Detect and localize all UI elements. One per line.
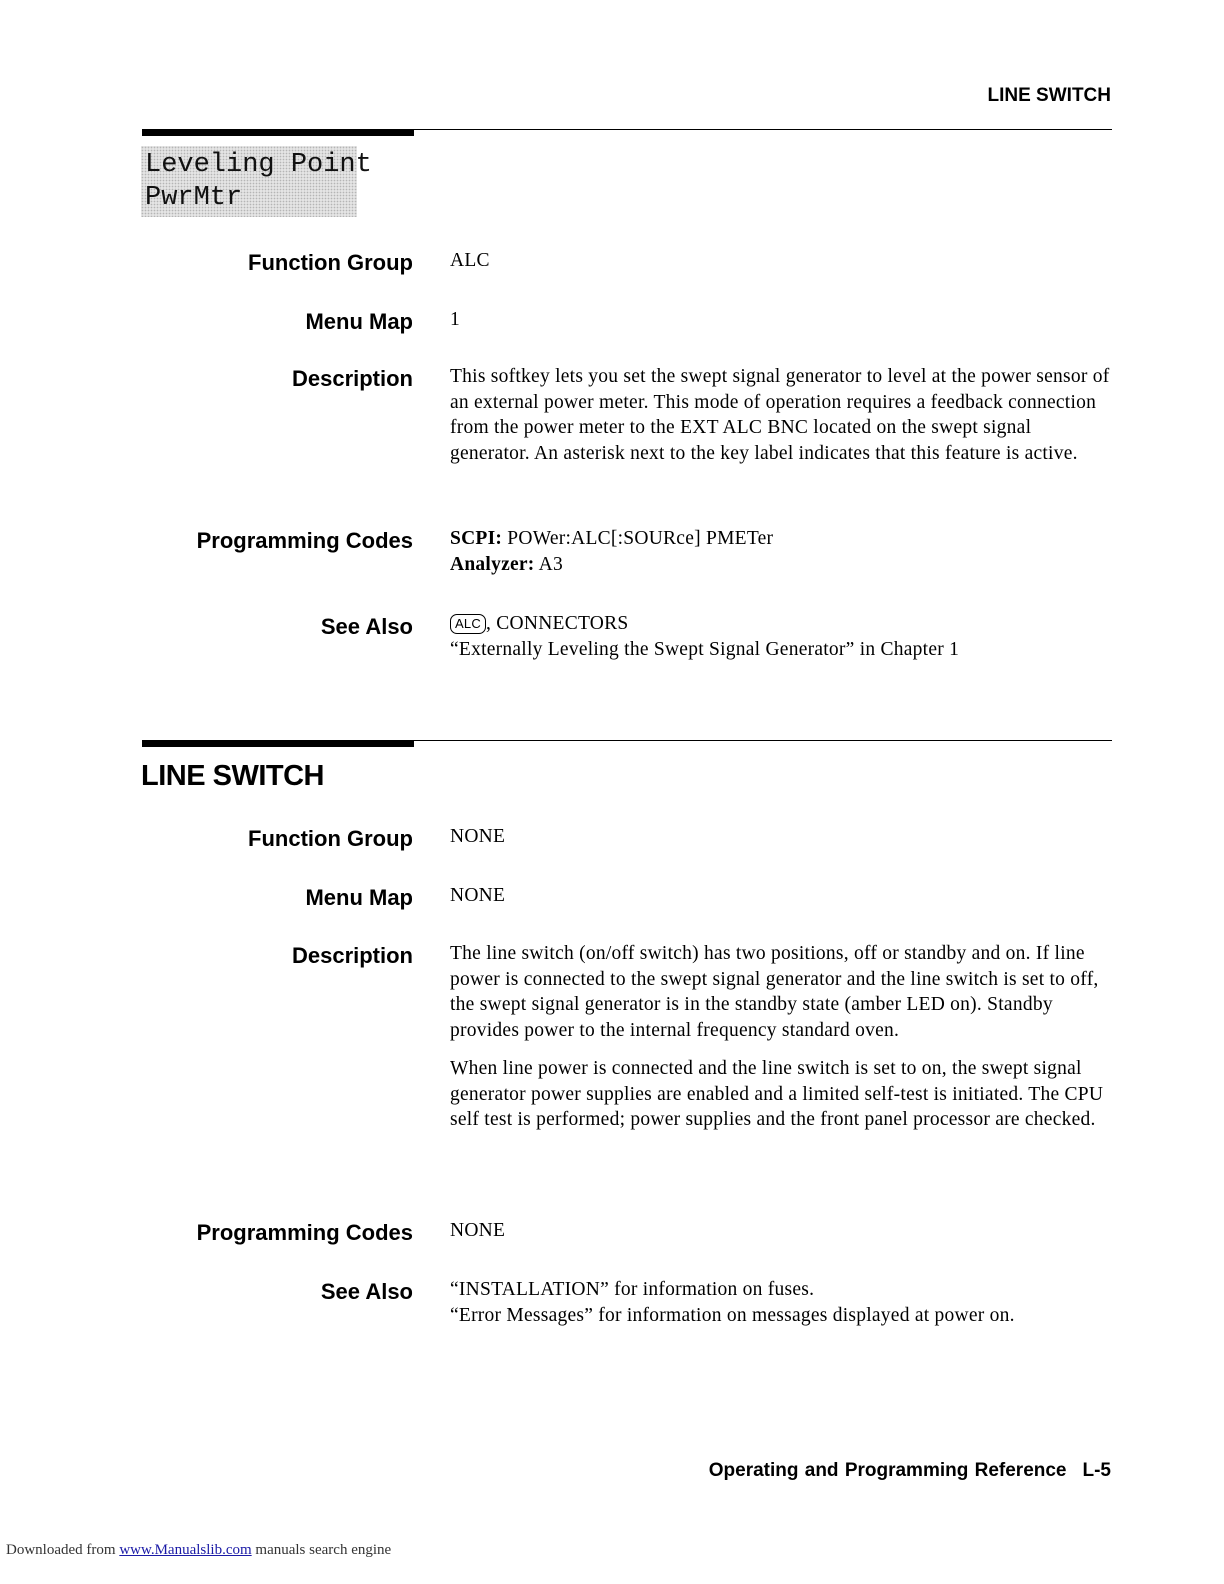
download-prefix: Downloaded from [6,1542,120,1558]
scpi-command: POWer:ALC[:SOURce] PMETer [507,528,774,549]
softkey-line-2: PwrMtr [145,183,243,213]
see-also-connectors: , CONNECTORS [486,613,629,634]
menu-map-value: NONE [450,885,506,906]
function-group-value: ALC [450,250,490,271]
see-also-list [450,1277,1115,1328]
download-note [6,1542,391,1559]
see-also-error-messages: “Error Messages” for information on messages displayed at power on. [450,1304,1015,1326]
manualslib-link[interactable]: www.Manualslib.com [119,1542,252,1558]
menu-map-label: Menu Map [305,309,413,334]
programming-codes [450,526,1115,577]
see-also-installation: “INSTALLATION” for information on fuses. [450,1279,815,1300]
analyzer-command: A3 [538,553,563,575]
running-head: LINE SWITCH [987,85,1111,106]
programming-codes-label: Programming Codes [196,1220,413,1245]
section-rule-bar [142,740,414,747]
menu-map-value: 1 [450,309,460,330]
description-label: Description [291,366,413,391]
description-text [450,941,1115,1133]
alc-key-icon: ALC [450,614,486,634]
download-suffix: manuals search engine [251,1542,392,1558]
see-also-chapter-ref: “Externally Leveling the Swept Signal Generator” in Chapter 1 [450,638,960,660]
description-paragraph: When line power is connected and the line switch is set to on, the swept signal generator power supplies are enabled and a limited self-test is initiated. The CPU self test is performed; power supplies and the front panel processor are checked. [450,1057,1104,1131]
see-also-label: See Also [320,1279,413,1304]
page-footer [709,1460,1111,1482]
softkey-display [141,146,372,217]
top-rule-bar [142,129,414,136]
programming-codes-value: NONE [450,1220,506,1241]
function-group-value: NONE [450,826,506,847]
footer-title: Operating and Programming Reference [708,1460,1067,1481]
description-label: Description [291,943,413,968]
menu-map-label: Menu Map [305,885,413,910]
function-group-label: Function Group [248,250,413,275]
function-group-label: Function Group [248,826,413,851]
softkey-line-1: Leveling Point [145,150,372,180]
analyzer-label: Analyzer: [450,553,535,575]
page-number: L-5 [1082,1460,1111,1481]
see-also-list [450,611,1115,662]
see-also-label: See Also [320,614,413,639]
scpi-label: SCPI: [450,528,503,549]
programming-codes-label: Programming Codes [196,528,413,553]
description-text: This softkey lets you set the swept signal generator to level at the power sensor of an external power meter. This mode of operation requires a feedback connection from the power meter to the EXT ALC BNC located on the swept signal generator. An asterisk next to the key label indicates that this feature is active. [450,366,1110,465]
section-title: LINE SWITCH [141,760,324,792]
description-paragraph: The line switch (on/off switch) has two positions, off or standby and on. If line power is connected to the swept signal generator and the line switch is set to off, the swept signal generator is in the standby state (amber LED on). Standby provides power to the internal frequency standard oven. [450,943,1099,1042]
